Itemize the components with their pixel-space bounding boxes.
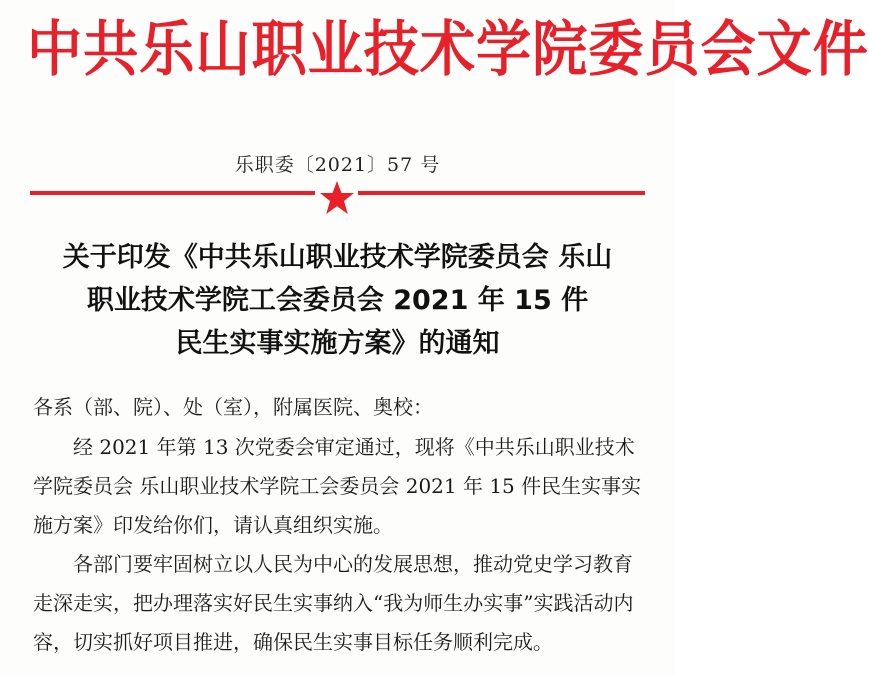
- notice-title-line-1: 关于印发《中共乐山职业技术学院委员会 乐山: [62, 242, 613, 273]
- red-divider-left: [30, 191, 315, 195]
- notice-title-line-2: 职业技术学院工会委员会 2021 年 15 件: [86, 285, 589, 316]
- notice-title-line-3: 民生实事实施方案》的通知: [175, 328, 500, 359]
- notice-title: [20, 236, 655, 365]
- body-paragraph-1: 经 2021 年第 13 次党委会审定通过，现将《中共乐山职业技术学院委员会 乐山职业技术学院工会委员会 2021 年 15 件民生实事实施方案》印发给你们，请认真组织实施。: [33, 435, 642, 537]
- addressee: 各系（部、院）、处（室），附属医院、奥校：: [33, 395, 433, 419]
- body-paragraph-2: 各部门要牢固树立以人民为中心的发展思想，推动党史学习教育走深走实，把办理落实好民生实事纳入“我为师生办实事”实践活动内容，切实抓好项目推进，确保民生实事目标任务顺利完成。: [33, 552, 634, 654]
- document-body: [33, 388, 645, 662]
- document-number: 乐职委〔2021〕57 号: [234, 154, 441, 176]
- masthead-title: 中共乐山职业技术学院委员会文件: [27, 15, 869, 85]
- star-icon: [318, 180, 356, 216]
- red-divider-right: [358, 191, 645, 195]
